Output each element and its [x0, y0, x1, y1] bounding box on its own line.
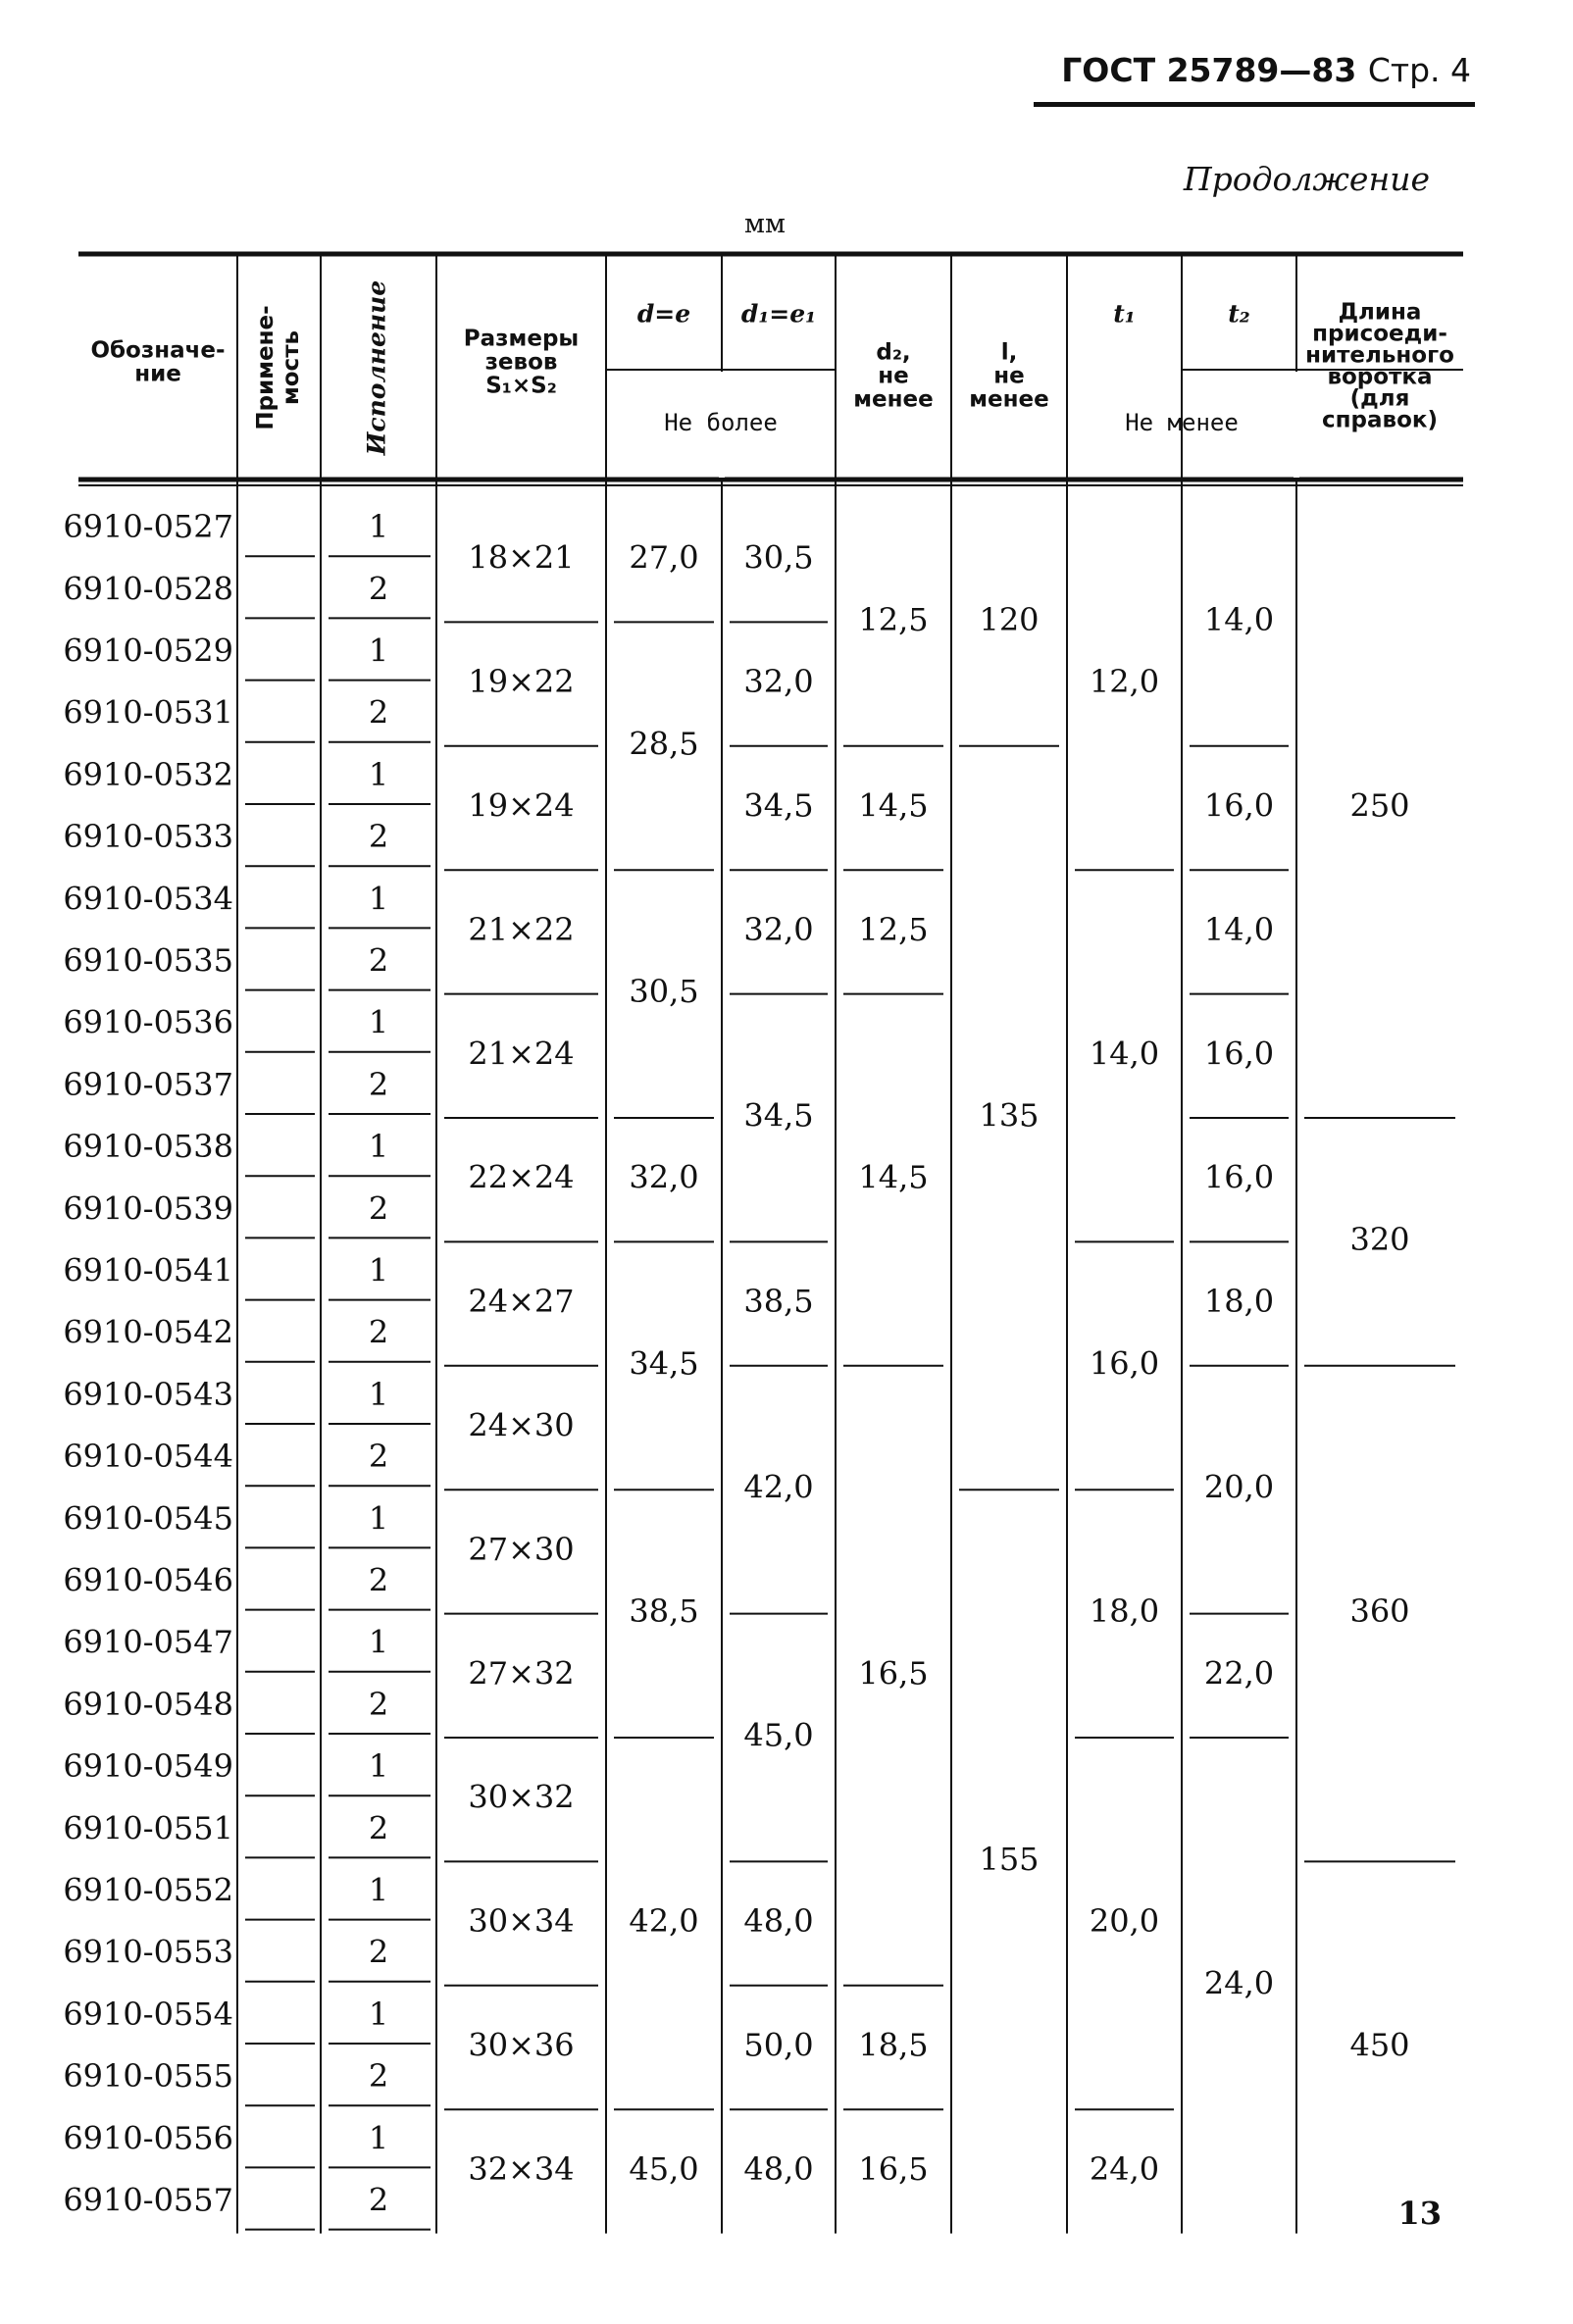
t2-cell: 16,0 [1203, 786, 1275, 825]
column-header-jaw-size: Размеры [463, 326, 580, 352]
l-cell: 155 [979, 1840, 1040, 1878]
t2-cell: 24,0 [1203, 1964, 1275, 2002]
version-cell: 1 [368, 1128, 389, 1166]
version-cell: 1 [368, 1623, 389, 1661]
version-cell: 2 [368, 1933, 389, 1971]
version-cell: 2 [368, 1189, 389, 1228]
column-header-application: Примене- [253, 305, 279, 430]
designation-cell: 6910-0553 [63, 1933, 233, 1971]
t2-cell: 22,0 [1203, 1654, 1275, 1692]
column-header-version: Исполнение [362, 279, 391, 456]
column-header-length: Длина [1338, 299, 1422, 326]
t1-cell: 16,0 [1089, 1344, 1160, 1383]
version-cell: 2 [368, 1561, 389, 1599]
designation-cell: 6910-0529 [63, 632, 233, 670]
column-header-d1: d₁=e₁ [740, 299, 817, 328]
d-cell: 28,5 [629, 725, 699, 763]
d1-cell: 42,0 [743, 1468, 814, 1506]
jaw-size-cell: 24×27 [468, 1283, 575, 1321]
column-header-d: d=e [636, 299, 691, 328]
t1-cell: 14,0 [1089, 1035, 1160, 1073]
jaw-size-cell: 27×32 [468, 1654, 575, 1692]
version-cell: 2 [368, 570, 389, 608]
t2-cell: 14,0 [1203, 600, 1275, 638]
version-cell: 2 [368, 693, 389, 732]
version-cell: 2 [368, 2181, 389, 2219]
t2-cell: 20,0 [1203, 1468, 1275, 1506]
jaw-size-cell: 30×36 [468, 2026, 575, 2064]
designation-cell: 6910-0539 [63, 1189, 233, 1228]
d2-cell: 16,5 [858, 1654, 929, 1692]
designation-cell: 6910-0532 [63, 755, 233, 793]
column-header-jaw-size: зевов [484, 349, 558, 376]
version-cell: 1 [368, 1747, 389, 1786]
column-header-jaw-size: S₁×S₂ [485, 373, 557, 399]
version-cell: 1 [368, 1871, 389, 1909]
d-cell: 42,0 [629, 1902, 699, 1941]
version-cell: 1 [368, 1251, 389, 1289]
version-cell: 2 [368, 818, 389, 856]
jaw-size-cell: 21×24 [468, 1035, 575, 1073]
d1-cell: 34,5 [743, 1096, 814, 1135]
column-header-t2: t₂ [1228, 299, 1250, 328]
designation-cell: 6910-0544 [63, 1438, 233, 1476]
jaw-size-cell: 24×30 [468, 1406, 575, 1444]
column-header-l: l, [1000, 339, 1018, 366]
designation-cell: 6910-0541 [63, 1251, 233, 1289]
d-cell: 32,0 [629, 1158, 699, 1196]
d1-cell: 38,5 [743, 1283, 814, 1321]
t2-cell: 14,0 [1203, 910, 1275, 948]
version-cell: 1 [368, 1499, 389, 1538]
column-header-d2: d₂, [876, 339, 911, 366]
jaw-size-cell: 19×22 [468, 663, 575, 701]
t2-cell: 16,0 [1203, 1035, 1275, 1073]
d-cell: 30,5 [629, 973, 699, 1011]
d1-cell: 48,0 [743, 1902, 814, 1941]
column-header-length: (для [1349, 385, 1410, 412]
t1-cell: 12,0 [1089, 663, 1160, 701]
length-cell: 360 [1349, 1592, 1410, 1631]
designation-cell: 6910-0528 [63, 570, 233, 608]
d-cell: 38,5 [629, 1592, 699, 1631]
version-cell: 1 [368, 755, 389, 793]
version-cell: 1 [368, 1995, 389, 2033]
designation-cell: 6910-0543 [63, 1375, 233, 1413]
continuation-label: Продолжение [1183, 160, 1430, 198]
length-cell: 320 [1349, 1220, 1410, 1258]
designation-cell: 6910-0554 [63, 1995, 233, 2033]
column-header-designation: Обозначе- [90, 337, 226, 364]
column-header-l: менее [969, 386, 1049, 413]
version-cell: 1 [368, 880, 389, 918]
d1-cell: 32,0 [743, 910, 814, 948]
version-cell: 2 [368, 1809, 389, 1847]
d1-cell: 45,0 [743, 1716, 814, 1754]
d2-cell: 18,5 [858, 2026, 929, 2064]
d2-cell: 12,5 [858, 910, 929, 948]
l-cell: 135 [979, 1096, 1040, 1135]
designation-cell: 6910-0545 [63, 1499, 233, 1538]
version-cell: 2 [368, 1438, 389, 1476]
version-cell: 1 [368, 1003, 389, 1041]
designation-cell: 6910-0537 [63, 1065, 233, 1103]
jaw-size-cell: 19×24 [468, 786, 575, 825]
d1-cell: 32,0 [743, 663, 814, 701]
d1-cell: 50,0 [743, 2026, 814, 2064]
t1-cell: 18,0 [1089, 1592, 1160, 1631]
designation-cell: 6910-0549 [63, 1747, 233, 1786]
designation-cell: 6910-0551 [63, 1809, 233, 1847]
length-cell: 450 [1349, 2026, 1410, 2064]
column-header-length: нительного [1305, 342, 1454, 369]
designation-cell: 6910-0552 [63, 1871, 233, 1909]
t1-cell: 20,0 [1089, 1902, 1160, 1941]
column-header-d2: не [878, 363, 909, 389]
column-header-application: мость [279, 329, 304, 406]
designation-cell: 6910-0534 [63, 880, 233, 918]
version-cell: 1 [368, 508, 389, 546]
version-cell: 2 [368, 2057, 389, 2096]
designation-cell: 6910-0542 [63, 1313, 233, 1351]
designation-cell: 6910-0536 [63, 1003, 233, 1041]
version-cell: 2 [368, 1313, 389, 1351]
d2-cell: 14,5 [858, 1158, 929, 1196]
jaw-size-cell: 22×24 [468, 1158, 575, 1196]
version-cell: 2 [368, 1065, 389, 1103]
length-cell: 250 [1349, 786, 1410, 825]
d1-cell: 30,5 [743, 538, 814, 577]
version-cell: 2 [368, 1685, 389, 1723]
designation-cell: 6910-0531 [63, 693, 233, 732]
column-header-length: воротка [1327, 364, 1433, 390]
d2-cell: 12,5 [858, 600, 929, 638]
t2-cell: 16,0 [1203, 1158, 1275, 1196]
d2-cell: 14,5 [858, 786, 929, 825]
version-cell: 2 [368, 941, 389, 980]
jaw-size-cell: 27×30 [468, 1530, 575, 1568]
version-cell: 1 [368, 1375, 389, 1413]
d2-cell: 16,5 [858, 2149, 929, 2188]
designation-cell: 6910-0538 [63, 1128, 233, 1166]
version-cell: 1 [368, 632, 389, 670]
jaw-size-cell: 30×34 [468, 1902, 575, 1941]
jaw-size-cell: 18×21 [468, 538, 575, 577]
designation-cell: 6910-0527 [63, 508, 233, 546]
column-header-d2: менее [853, 386, 934, 413]
version-cell: 1 [368, 2119, 389, 2157]
column-header-l: не [993, 363, 1025, 389]
designation-cell: 6910-0533 [63, 818, 233, 856]
t1-cell: 24,0 [1089, 2149, 1160, 2188]
designation-cell: 6910-0555 [63, 2057, 233, 2096]
column-header-t1: t₁ [1113, 299, 1136, 328]
page-label: Стр. 4 [1367, 51, 1471, 89]
designation-cell: 6910-0548 [63, 1685, 233, 1723]
designation-cell: 6910-0557 [63, 2181, 233, 2219]
header-merge-mask [1294, 372, 1299, 478]
designation-cell: 6910-0547 [63, 1623, 233, 1661]
d-cell: 27,0 [629, 538, 699, 577]
column-header-designation: ние [134, 361, 181, 387]
column-header-no-less: Не менее [1125, 409, 1239, 436]
d-cell: 34,5 [629, 1344, 699, 1383]
d1-cell: 34,5 [743, 786, 814, 825]
designation-cell: 6910-0546 [63, 1561, 233, 1599]
column-header-length: справок) [1322, 407, 1438, 433]
d-cell: 45,0 [629, 2149, 699, 2188]
designation-cell: 6910-0535 [63, 941, 233, 980]
d1-cell: 48,0 [743, 2149, 814, 2188]
designation-cell: 6910-0556 [63, 2119, 233, 2157]
jaw-size-cell: 21×22 [468, 910, 575, 948]
page-number: 13 [1397, 2195, 1442, 2232]
jaw-size-cell: 30×32 [468, 1778, 575, 1816]
standard-number: ГОСТ 25789—83 [1061, 51, 1357, 89]
t2-cell: 18,0 [1203, 1283, 1275, 1321]
units-label: мм [743, 209, 786, 239]
column-header-no-more: Не более [664, 409, 778, 436]
l-cell: 120 [979, 600, 1040, 638]
jaw-size-cell: 32×34 [468, 2149, 575, 2188]
column-header-length: присоеди- [1312, 321, 1447, 347]
